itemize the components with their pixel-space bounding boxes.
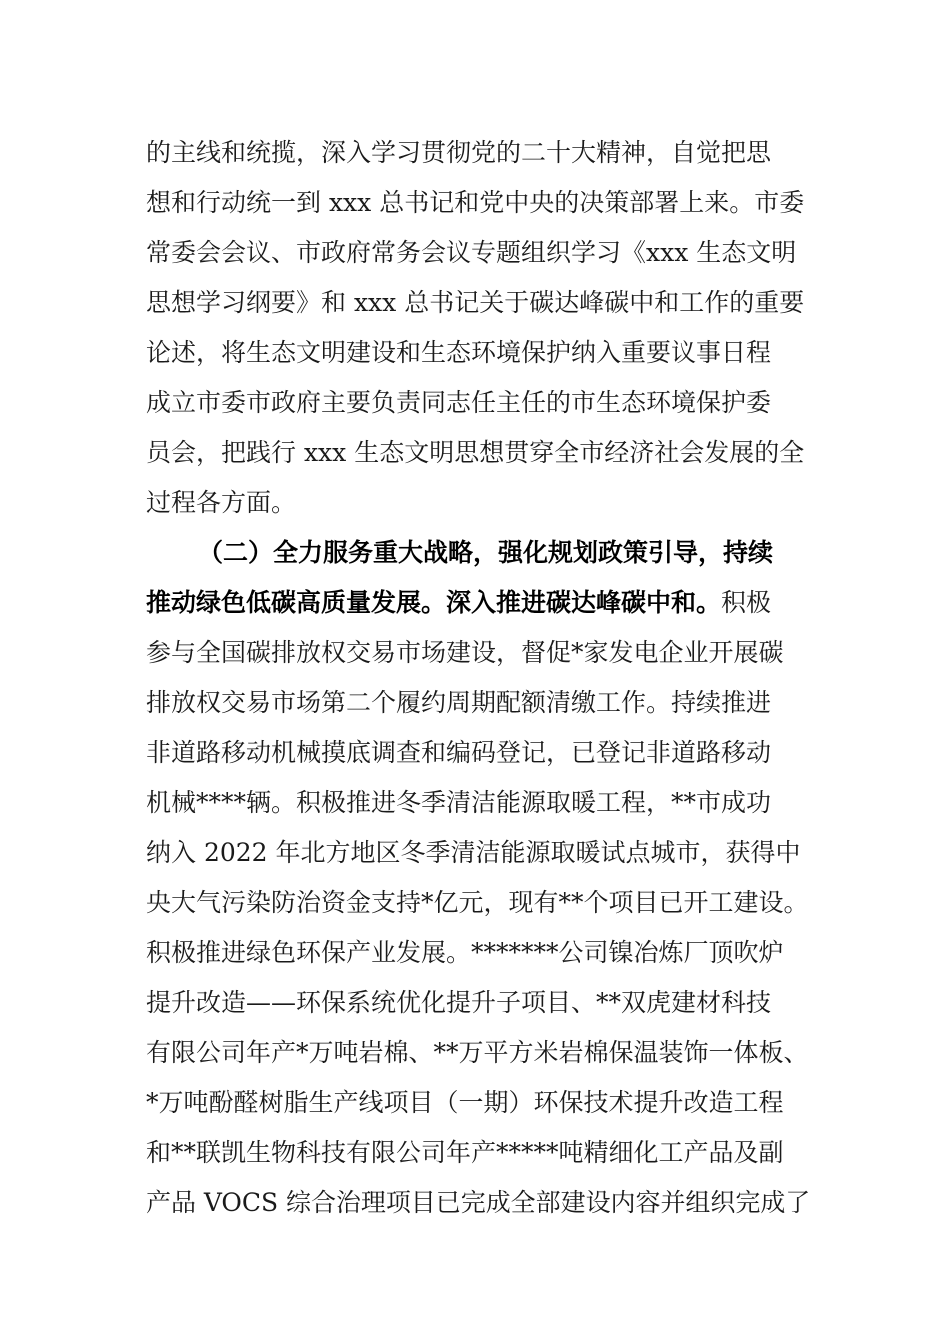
body-text-line: 参与全国碳排放权交易市场建设，督促*家发电企业开展碳: [146, 638, 784, 667]
body-text-line: 论述，将生态文明建设和生态环境保护纳入重要议事日程: [146, 338, 772, 367]
section-heading-bold-text: 推动绿色低碳高质量发展。深入推进碳达峰碳中和。: [146, 588, 722, 617]
body-text-line: 思想学习纲要》和 xxx 总书记关于碳达峰碳中和工作的重要: [146, 288, 805, 317]
body-text-line: 的主线和统揽，深入学习贯彻党的二十大精神，自觉把思: [146, 138, 772, 167]
body-text-line: 排放权交易市场第二个履约周期配额清缴工作。持续推进: [146, 688, 772, 717]
body-text-line: 积极推进绿色环保产业发展。*******公司镍冶炼厂顶吹炉: [146, 938, 784, 967]
body-text-line: 过程各方面。: [146, 488, 297, 517]
body-text-line: 非道路移动机械摸底调查和编码登记，已登记非道路移动: [146, 738, 772, 767]
body-text-line: 有限公司年产*万吨岩棉、**万平方米岩棉保温装饰一体板、: [146, 1038, 809, 1067]
body-text-line: 纳入 2022 年北方地区冬季清洁能源取暖试点城市，获得中: [146, 838, 801, 867]
body-text-line: 机械****辆。积极推进冬季清洁能源取暖工程，**市成功: [146, 788, 772, 817]
body-text-line: 产品 VOCS 综合治理项目已完成全部建设内容并组织完成了: [146, 1188, 811, 1217]
section-heading-continuation: [146, 588, 810, 618]
body-text-line: 员会，把践行 xxx 生态文明思想贯穿全市经济社会发展的全: [146, 438, 805, 467]
body-text-line: 和**联凯生物科技有限公司年产*****吨精细化工产品及副: [146, 1138, 784, 1167]
body-text-inline: 积极: [721, 588, 772, 617]
body-text-line: 提升改造——环保系统优化提升子项目、**双虎建材科技: [146, 988, 772, 1017]
section-heading-line: （二）全力服务重大战略，强化规划政策引导，持续: [198, 538, 774, 567]
body-text-line: 常委会会议、市政府常务会议专题组织学习《xxx 生态文明: [146, 238, 797, 267]
body-text-line: 想和行动统一到 xxx 总书记和党中央的决策部署上来。市委: [146, 188, 805, 217]
body-text-line: 成立市委市政府主要负责同志任主任的市生态环境保护委: [146, 388, 772, 417]
body-text-line: 央大气污染防治资金支持*亿元，现有**个项目已开工建设。: [146, 888, 809, 917]
body-text-line: *万吨酚醛树脂生产线项目（一期）环保技术提升改造工程: [146, 1088, 784, 1117]
